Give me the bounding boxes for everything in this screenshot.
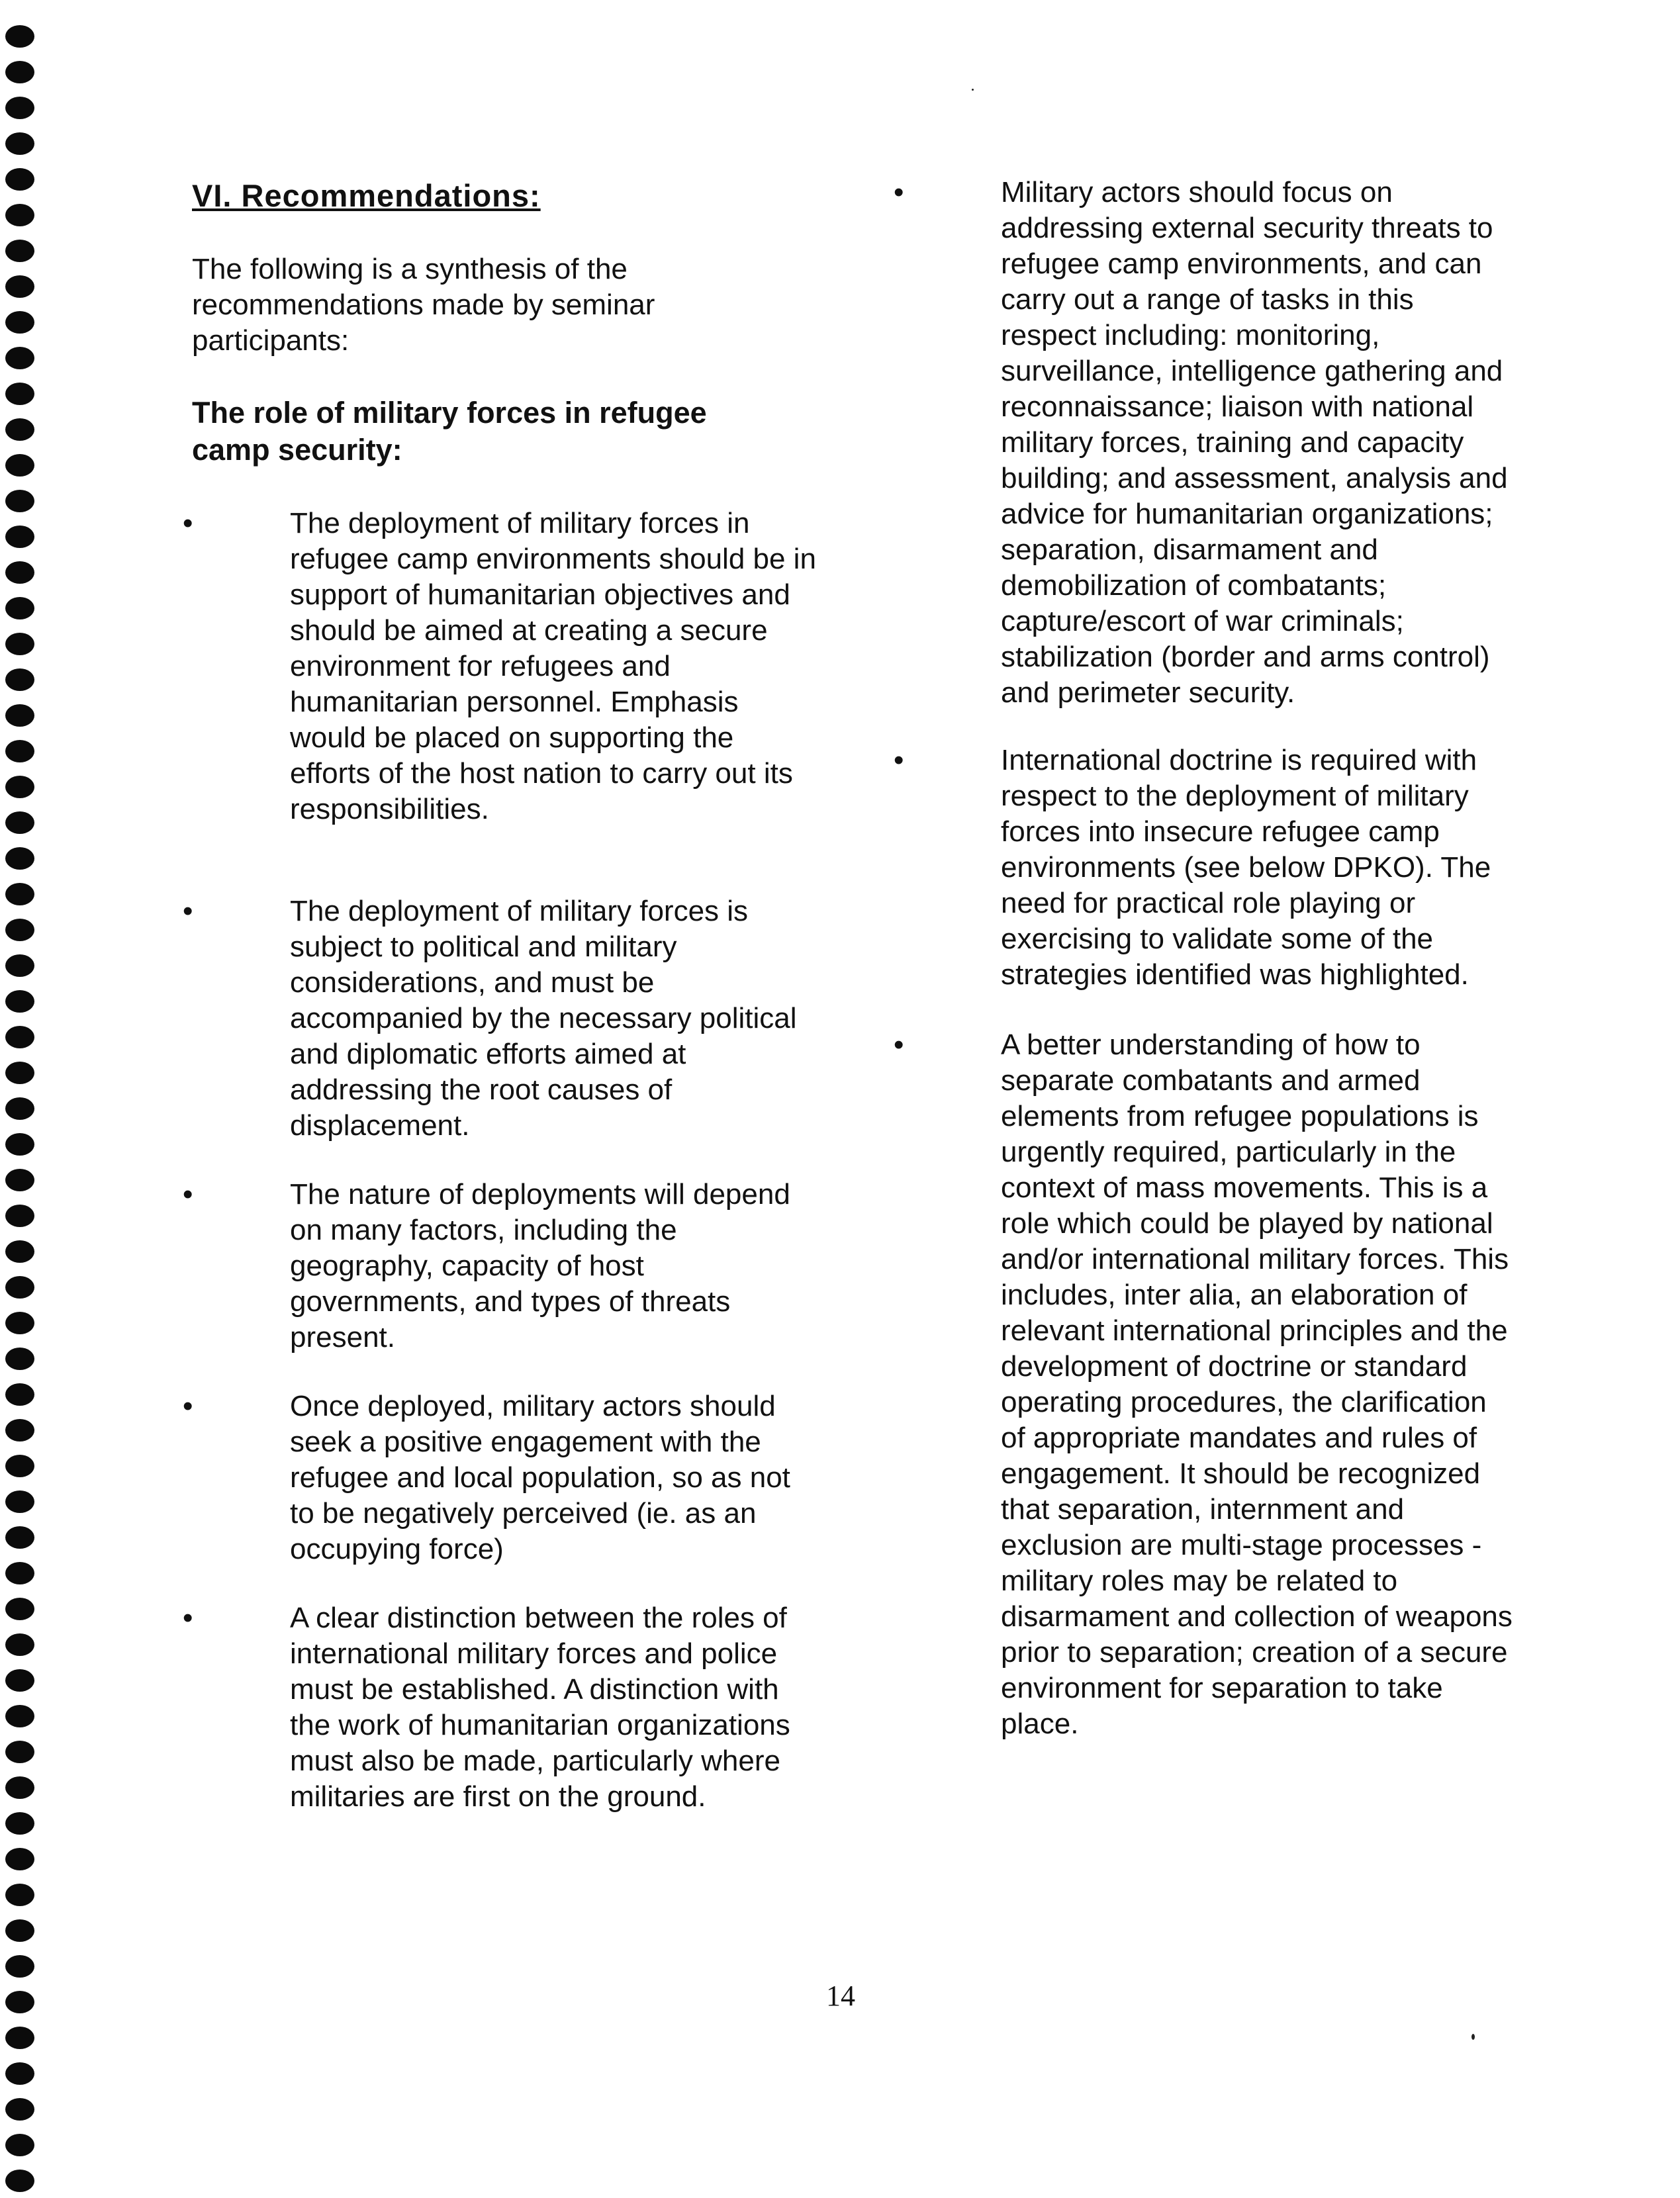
binding-hole xyxy=(5,1812,34,1835)
binding-hole xyxy=(5,811,34,834)
binding-hole xyxy=(5,883,34,905)
subsection-heading: The role of military forces in refugee camp security: xyxy=(192,396,707,467)
binding-hole xyxy=(5,990,34,1013)
list-item-text: A better understanding of how to separate combatants and armed elements from refugee populations is urgently required, particularly in the context of mass movements. This is a role which could be played by national and/or international military forces. This includes, inter alia, an elaboration of relevant international principles and the development of doctrine or standard operating procedures, the clarification of appropriate mandates and rules of engagement. It should be recognized that separation, internment and exclusion are multi-stage processes - military roles may be related to disarmament and collection of weapons prior to separation; creation of a secure environment for separation to take place. xyxy=(1001,1029,1513,1740)
binding-hole xyxy=(5,1991,34,2013)
binding-hole xyxy=(5,61,34,83)
bullet-icon: • xyxy=(183,507,193,539)
binding-hole xyxy=(5,1741,34,1763)
intro-paragraph: The following is a synthesis of the recommendations made by seminar participants: xyxy=(192,253,655,357)
binding-hole xyxy=(5,132,34,155)
list-item-text: Military actors should focus on addressing external security threats to refugee camp environments, and can carry out a range of tasks in this respect including: monitoring, surveillance, intelligence gathering and reconnaissance; liaison with national military forces, training and capacity building; and assessment, analysis and advice for humanitarian organizations; separation, disarmament and demobilization of combatants; capture/escort of war criminals; stabilization (border and arms control) and perimeter security. xyxy=(1001,176,1508,709)
binding-hole xyxy=(5,97,34,119)
list-item-text: The deployment of military forces in refugee camp environments should be in support of humanitarian objectives and should be aimed at creating a secure environment for refugees and humanitarian personnel. Emphasis would be placed on supporting the efforts of the host nation to carry out its responsibilities. xyxy=(290,507,816,825)
binding-hole xyxy=(5,1026,34,1048)
binding-hole xyxy=(5,633,34,655)
binding-hole xyxy=(5,1919,34,1942)
binding-hole xyxy=(5,776,34,798)
binding-hole xyxy=(5,1526,34,1549)
binding-hole xyxy=(5,2027,34,2049)
binding-hole xyxy=(5,2170,34,2192)
binding-hole xyxy=(5,1705,34,1727)
binding-hole xyxy=(5,1562,34,1584)
binding-hole xyxy=(5,597,34,619)
binding-hole xyxy=(5,311,34,334)
bullet-icon: • xyxy=(894,1029,904,1061)
binding-holes xyxy=(0,0,46,2198)
binding-hole xyxy=(5,25,34,48)
binding-hole xyxy=(5,2134,34,2156)
binding-hole xyxy=(5,1419,34,1442)
binding-hole xyxy=(5,668,34,691)
bullet-icon: • xyxy=(183,1602,193,1634)
binding-hole xyxy=(5,1062,34,1084)
bullet-icon: • xyxy=(894,176,904,208)
list-item-text: The nature of deployments will depend on many factors, including the geography, capacity of host governments, and types of threats present. xyxy=(290,1178,790,1353)
bullet-icon: • xyxy=(894,744,904,776)
binding-hole xyxy=(5,954,34,977)
list-item-text: International doctrine is required with respect to the deployment of military forces into insecure refugee camp environments (see below DPKO). The need for practical role playing or exercising to validate some of the strategies identified was highlighted. xyxy=(1001,744,1491,991)
binding-hole xyxy=(5,740,34,762)
binding-hole xyxy=(5,1133,34,1156)
binding-hole xyxy=(5,1669,34,1692)
binding-hole xyxy=(5,347,34,369)
binding-hole xyxy=(5,383,34,405)
binding-hole xyxy=(5,275,34,298)
list-item-text: The deployment of military forces is subject to political and military considerations, and must be accompanied by the necessary political and diplomatic efforts aimed at addressing the root causes of displacement. xyxy=(290,895,797,1142)
binding-hole xyxy=(5,1205,34,1227)
binding-hole xyxy=(5,490,34,512)
binding-hole xyxy=(5,1848,34,1870)
binding-hole xyxy=(5,561,34,584)
binding-hole xyxy=(5,847,34,870)
binding-hole xyxy=(5,418,34,441)
binding-hole xyxy=(5,2098,34,2121)
binding-hole xyxy=(5,1240,34,1263)
binding-hole xyxy=(5,1455,34,1477)
binding-hole xyxy=(5,2062,34,2085)
binding-hole xyxy=(5,704,34,727)
page-number: 14 xyxy=(826,1980,855,2012)
bullet-icon: • xyxy=(183,895,193,927)
binding-hole xyxy=(5,1383,34,1406)
bullet-icon: • xyxy=(183,1178,193,1211)
bullet-icon: • xyxy=(183,1390,193,1422)
binding-hole xyxy=(5,526,34,548)
binding-hole xyxy=(5,1276,34,1299)
binding-hole xyxy=(5,919,34,941)
binding-hole xyxy=(5,1598,34,1620)
binding-hole xyxy=(5,1169,34,1191)
binding-hole xyxy=(5,1490,34,1513)
scan-speck xyxy=(972,89,974,91)
binding-hole xyxy=(5,168,34,191)
binding-hole xyxy=(5,1633,34,1656)
binding-hole xyxy=(5,1776,34,1799)
binding-hole xyxy=(5,204,34,226)
section-heading: VI. Recommendations: xyxy=(192,178,541,213)
binding-hole xyxy=(5,1348,34,1370)
scan-speck xyxy=(1471,2034,1475,2040)
binding-hole xyxy=(5,454,34,477)
list-item-text: Once deployed, military actors should seek a positive engagement with the refugee and local population, so as not to be negatively perceived (ie. as an occupying force) xyxy=(290,1390,790,1565)
list-item-text: A clear distinction between the roles of international military forces and police must be established. A distinction with the work of humanitarian organizations must also be made, particularly where militaries are first on the ground. xyxy=(290,1602,790,1813)
binding-hole xyxy=(5,1884,34,1906)
binding-hole xyxy=(5,240,34,262)
binding-hole xyxy=(5,1312,34,1334)
binding-hole xyxy=(5,1955,34,1978)
binding-hole xyxy=(5,1097,34,1120)
